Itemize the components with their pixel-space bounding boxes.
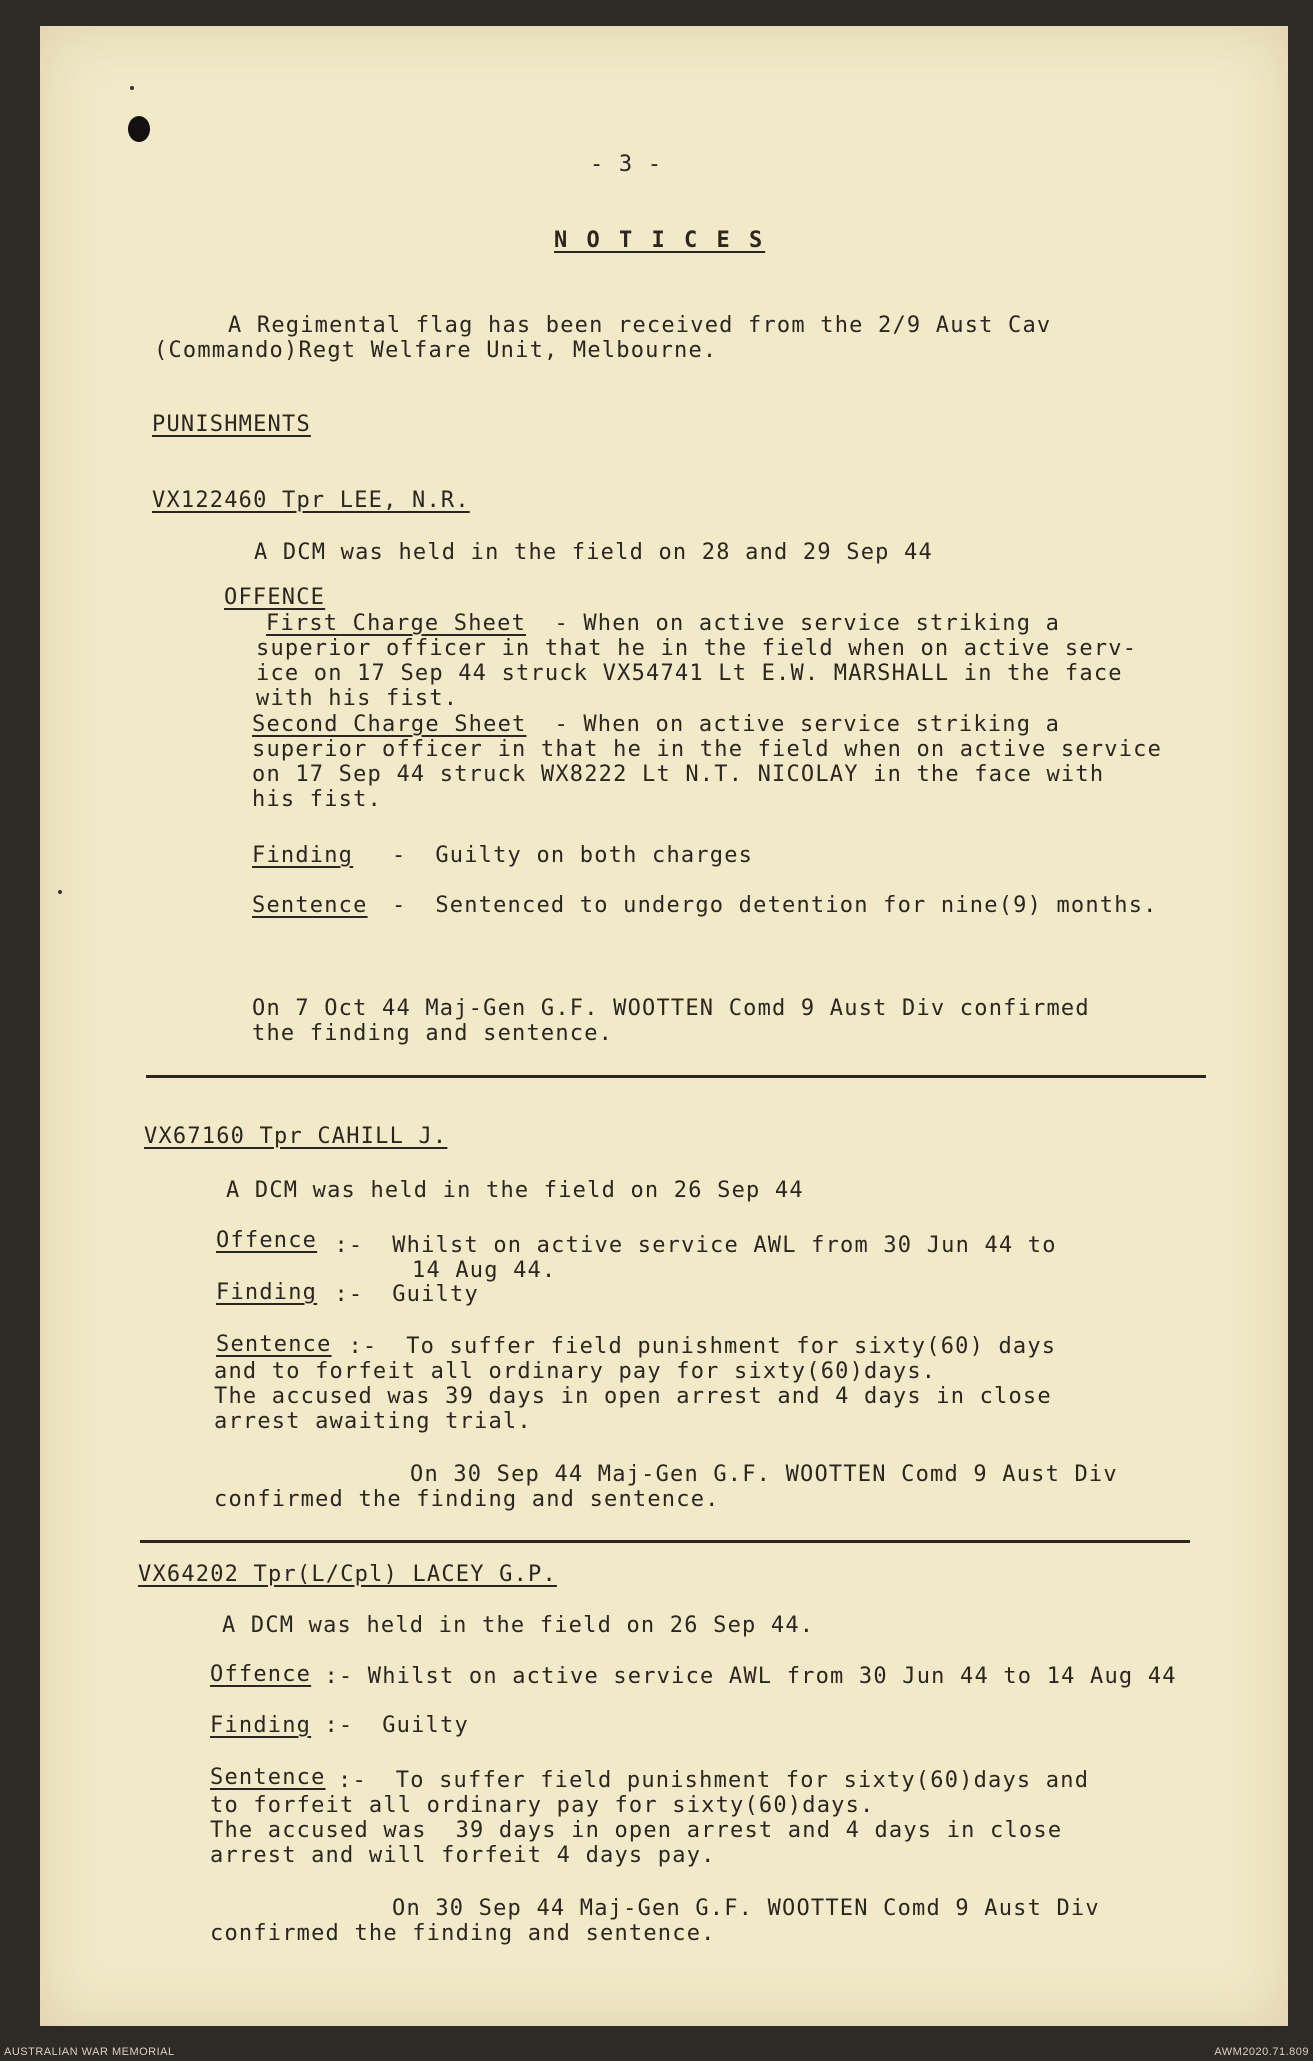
charge-text-line: with his fist.	[256, 686, 459, 711]
confirmation-line: the finding and sentence.	[252, 1021, 614, 1046]
offence-text-line: :- Whilst on active service AWL from 30 Jun 44 to	[320, 1233, 1057, 1258]
archive-reference: AWM2020.71.809	[1214, 2046, 1309, 2058]
offence-text: :- Whilst on active service AWL from 30 Jun 44 to 14 Aug 44	[310, 1664, 1177, 1689]
paper-mark	[58, 890, 62, 894]
charge-text-line: ice on 17 Sep 44 struck VX54741 Lt E.W. MARSHALL in the face	[256, 661, 1123, 686]
charge-text-line: - When on active service striking a	[540, 611, 1061, 636]
confirmation-line: confirmed the finding and sentence.	[210, 1921, 716, 1946]
sentence-text-line: :- To suffer field punishment for sixty(60) days	[334, 1334, 1057, 1359]
section-divider	[146, 1075, 1206, 1078]
offence-text-line: 14 Aug 44.	[412, 1258, 557, 1283]
charge-text-line: on 17 Sep 44 struck WX8222 Lt N.T. NICOLAY in the face with	[252, 762, 1105, 787]
punch-hole	[128, 116, 150, 142]
notices-text-line: (Commando)Regt Welfare Unit, Melbourne.	[154, 338, 718, 363]
offence-label: OFFENCE	[224, 585, 326, 610]
charge-text-line: superior officer in that he in the field when on active service	[252, 737, 1163, 762]
charge-text-line: his fist.	[252, 787, 383, 812]
finding-text: :- Guilty	[320, 1282, 479, 1307]
sentence-text-line: :- To suffer field punishment for sixty(60)days and	[338, 1768, 1090, 1793]
sentence-text-line: and to forfeit all ordinary pay for sixty(60)days.	[214, 1359, 937, 1384]
paper-mark	[130, 86, 134, 90]
confirmation-line: On 30 Sep 44 Maj-Gen G.F. WOOTTEN Comd 9 Aust Div	[392, 1896, 1100, 1921]
case-intro: A DCM was held in the field on 26 Sep 44.	[222, 1613, 815, 1638]
archive-credit: AUSTRALIAN WAR MEMORIAL	[4, 2046, 175, 2058]
charge-text-line: - When on active service striking a	[540, 712, 1061, 737]
section-divider	[140, 1540, 1190, 1543]
notices-text-line: A Regimental flag has been received from the 2/9 Aust Cav	[228, 313, 1052, 338]
finding-text: - Guilty on both charges	[392, 843, 754, 868]
charge-label: First Charge Sheet	[266, 611, 527, 636]
sentence-label: Sentence	[252, 893, 368, 918]
sentence-label: Sentence	[216, 1332, 332, 1357]
case-title: VX64202 Tpr(L/Cpl) LACEY G.P.	[138, 1562, 557, 1587]
offence-label: Offence	[210, 1662, 312, 1687]
case-title: VX122460 Tpr LEE, N.R.	[152, 488, 470, 513]
notices-heading: N O T I C E S	[554, 228, 766, 253]
page-number: - 3 -	[590, 152, 663, 177]
finding-label: Finding	[210, 1713, 312, 1738]
finding-text: :- Guilty	[310, 1713, 469, 1738]
case-intro: A DCM was held in the field on 26 Sep 44	[226, 1178, 804, 1203]
charge-text-line: superior officer in that he in the field when on active serv-	[256, 636, 1138, 661]
case-title: VX67160 Tpr CAHILL J.	[144, 1124, 448, 1149]
finding-label: Finding	[252, 843, 354, 868]
punishments-heading: PUNISHMENTS	[152, 412, 311, 437]
sentence-text-line: arrest and will forfeit 4 days pay.	[210, 1843, 716, 1868]
sentence-text-line: The accused was 39 days in open arrest and 4 days in close	[214, 1384, 1052, 1409]
confirmation-line: confirmed the finding and sentence.	[214, 1487, 720, 1512]
sentence-text-line: arrest awaiting trial.	[214, 1409, 532, 1434]
sentence-label: Sentence	[210, 1765, 326, 1790]
confirmation-line: On 30 Sep 44 Maj-Gen G.F. WOOTTEN Comd 9 Aust Div	[410, 1462, 1118, 1487]
sentence-text: - Sentenced to undergo detention for nine(9) months.	[392, 893, 1158, 918]
case-intro: A DCM was held in the field on 28 and 29 Sep 44	[254, 540, 933, 565]
finding-label: Finding	[216, 1280, 318, 1305]
sentence-text-line: to forfeit all ordinary pay for sixty(60)days.	[210, 1793, 875, 1818]
offence-label: Offence	[216, 1228, 318, 1253]
charge-label: Second Charge Sheet	[252, 712, 527, 737]
sentence-text-line: The accused was 39 days in open arrest and 4 days in close	[210, 1818, 1063, 1843]
confirmation-line: On 7 Oct 44 Maj-Gen G.F. WOOTTEN Comd 9 Aust Div confirmed	[252, 996, 1090, 1021]
